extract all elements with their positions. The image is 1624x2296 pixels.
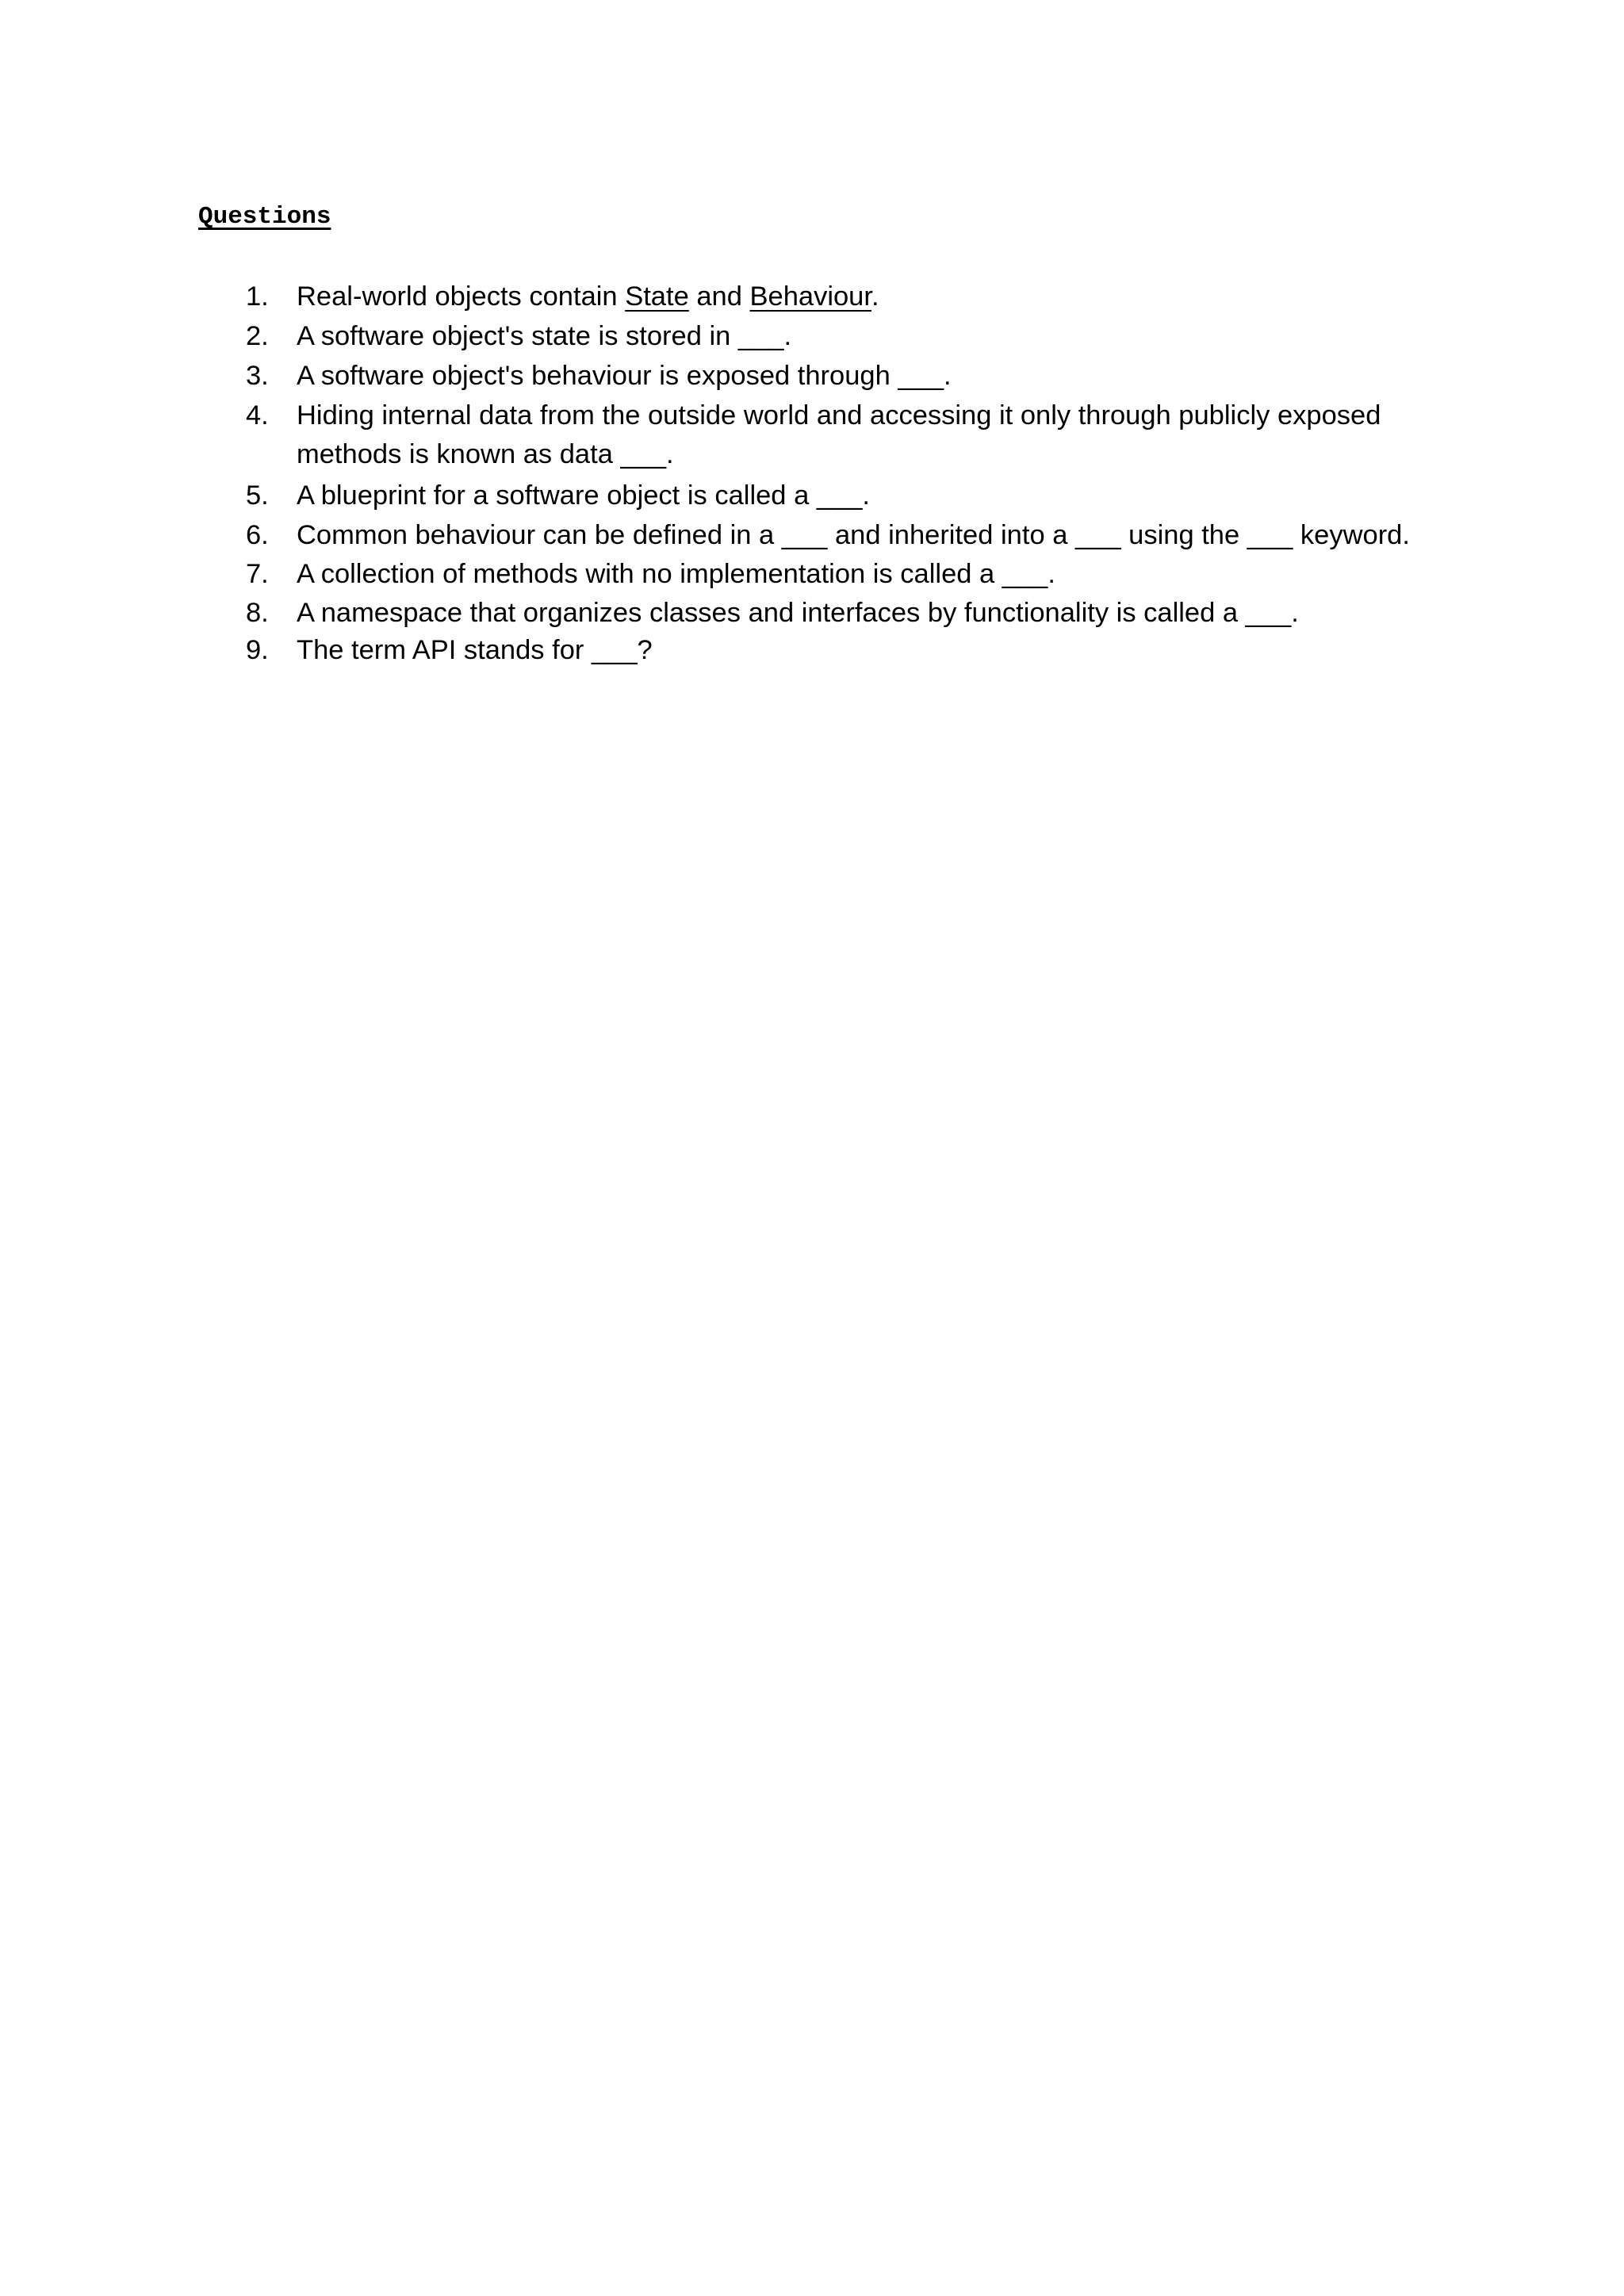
questions-heading: Questions (198, 203, 331, 231)
question-text: The term API stands for ___? (297, 635, 653, 665)
question-number: 4. (246, 400, 269, 430)
question-number: 5. (246, 480, 269, 511)
question-text: A software object's state is stored in ___. (297, 321, 792, 351)
question-text: A software object's behaviour is exposed through ___. (297, 361, 952, 391)
question-text: A collection of methods with no implementation is called a ___. (297, 559, 1055, 589)
question-text-line-1: Hiding internal data from the outside world and accessing it only through publicly exposed (297, 400, 1381, 430)
question-text-part: Real-world objects contain (297, 281, 626, 312)
question-number: 7. (246, 559, 269, 589)
question-text: A namespace that organizes classes and interfaces by functionality is called a ___. (297, 598, 1299, 628)
question-text (297, 277, 1407, 316)
question-number: 8. (246, 598, 269, 628)
question-number: 2. (246, 321, 269, 351)
question-text-part: . (871, 281, 879, 312)
question-number: 6. (246, 520, 269, 550)
question-number: 1. (246, 281, 269, 312)
question-text-line-2: methods is known as data ___. (297, 439, 674, 469)
question-number: 9. (246, 635, 269, 665)
question-number: 3. (246, 361, 269, 391)
underlined-term-behaviour: Behaviour (749, 281, 871, 312)
question-text-part: and (688, 281, 750, 312)
question-text: A blueprint for a software object is called a ___. (297, 480, 871, 511)
underlined-term-state: State (625, 281, 689, 312)
question-text: Common behaviour can be defined in a ___ and inherited into a ___ using the ___ keyword. (297, 520, 1410, 550)
question-text (297, 396, 1407, 474)
